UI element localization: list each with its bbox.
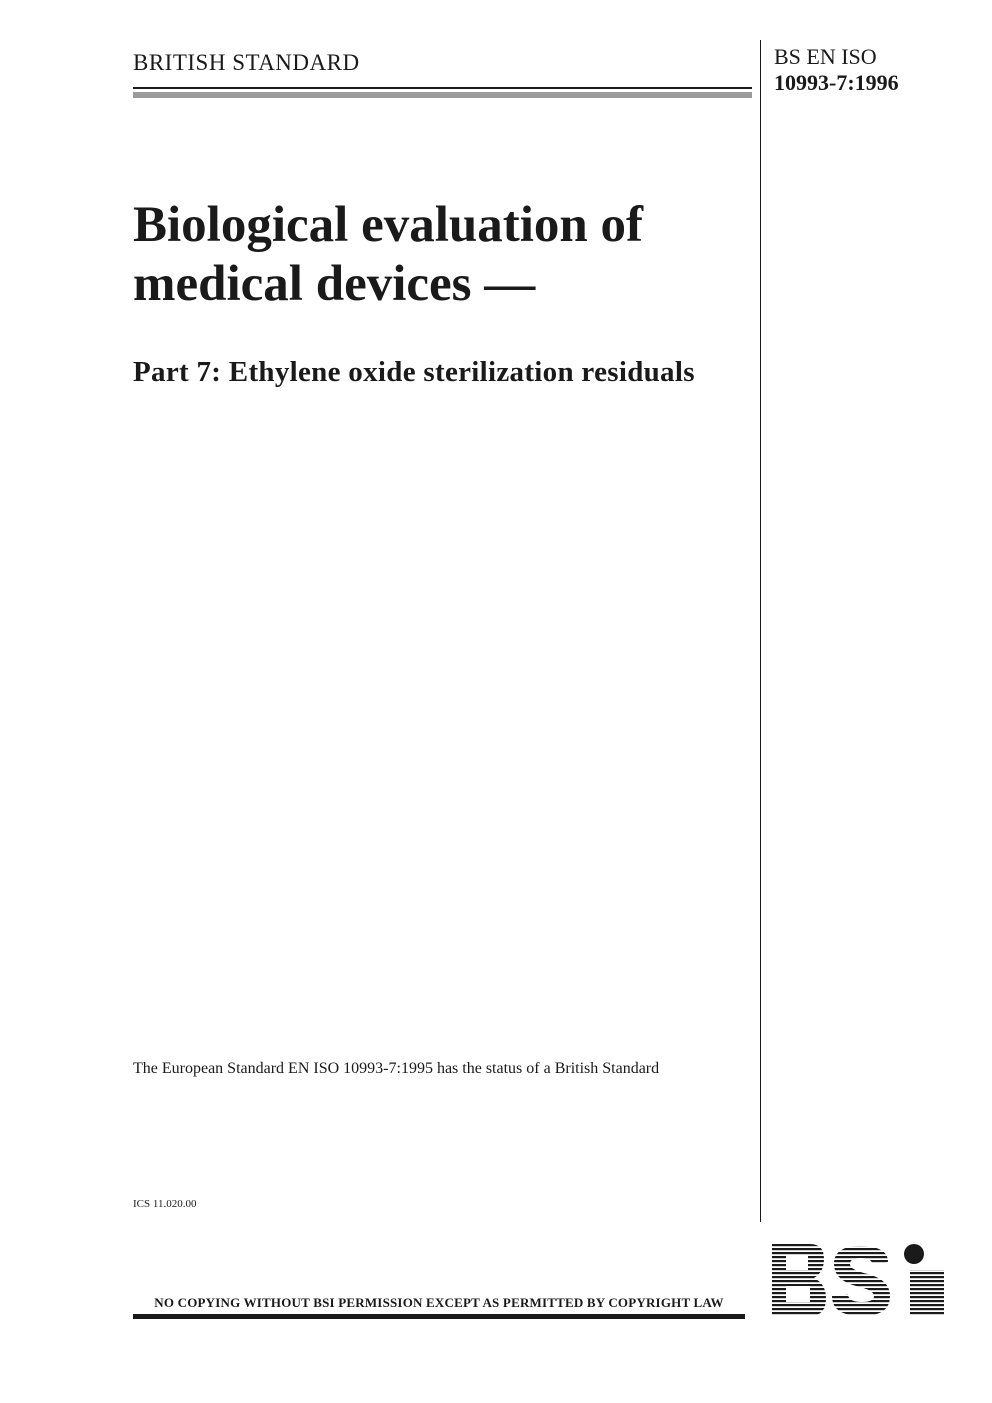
copyright-notice: NO COPYING WITHOUT BSI PERMISSION EXCEPT AS PERMITTED BY COPYRIGHT LAW	[154, 1295, 724, 1310]
document-title: Biological evaluation of medical devices —	[133, 197, 643, 312]
ics-code: ICS 11.020.00	[133, 1198, 197, 1210]
document-subtitle: Part 7: Ethylene oxide sterilization residuals	[133, 356, 695, 388]
footer-rule	[133, 1314, 745, 1319]
header-rule-thick	[133, 92, 752, 98]
header-rule-thin	[133, 87, 752, 89]
standard-number-line1: BS EN ISO	[774, 44, 877, 69]
standard-number-line2: 10993-7:1996	[774, 70, 899, 95]
vertical-divider	[760, 40, 761, 1222]
standard-number	[774, 44, 899, 96]
series-label: BRITISH STANDARD	[133, 50, 360, 75]
status-note: The European Standard EN ISO 10993-7:1995 has the status of a British Standard	[133, 1060, 660, 1077]
bsi-logo-icon	[768, 1240, 946, 1320]
